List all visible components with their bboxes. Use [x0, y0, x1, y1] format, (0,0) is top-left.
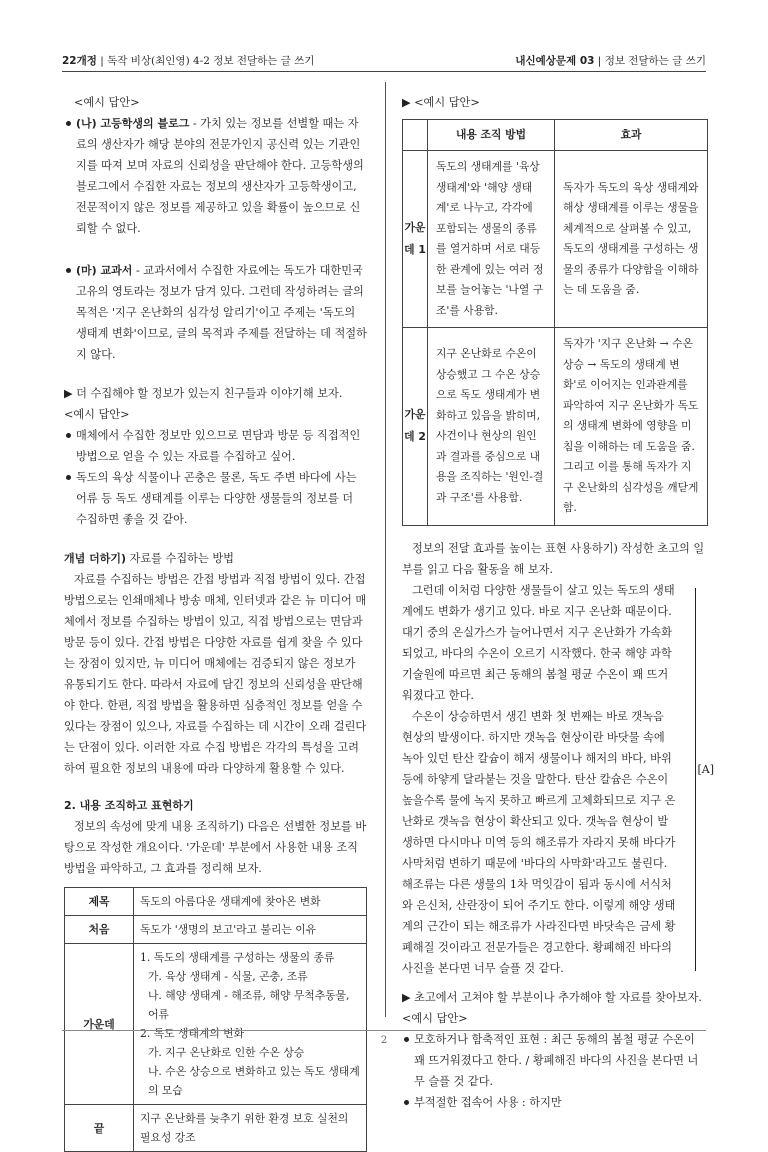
outline-line: 나. 해양 생태계 - 해조류, 해양 무척추동물, 어류 — [148, 989, 350, 1021]
question-prompt: 정보의 전달 효과를 높이는 표현 사용하기) 작성한 초고의 일부를 읽고 다음 활동을 해 보자. — [402, 541, 705, 576]
answer-bullet — [64, 113, 367, 239]
answer-bullet: 모호하거나 함축적인 표현 : 최근 동해의 봄철 평균 수온이 꽤 뜨거워졌다고 한다. / 황폐해진 바다의 사진을 본다면 너무 슬플 것 같다. — [402, 1029, 708, 1092]
outline-line: 가. 육상 생태계 - 식물, 곤충, 조류 — [148, 970, 308, 983]
example-answer-label: ▶ <예시 답안> — [402, 96, 480, 109]
passage-paragraph: 수온이 상승하면서 생긴 변화 첫 번째는 바로 갯녹음 현상의 발생이다. 하지만 갯녹음 현상이란 바닷물 속에 녹아 있던 탄산 칼슘이 해저 생물이나 해저의 바다, 바위 등에 하얗게 달라붙는 것을 말한다. 탄산 칼슘은 수온이 높을수록 물에 녹지 못하고 빠르게 고체화되므로 지구 온난화로 갯녹음 현상이 확산되고 있다. 갯녹음 현상이 발생하면 다시마나 미역 등의 해조류가 자라지 못해 바다가 사막처럼 변하기 때문에 '바다의 사막화'라고도 불린다. 해조류는 다른 생물의 1차 먹잇감이 됨과 동시에 서식처와 은신처, 산란장이 되어 주기도 한다. 이렇게 해양 생태계의 근간이 되는 해조류가 사라진다면 바닷속은 금세 황폐해질 것이라고 전문가들은 경고한다. 황폐해진 바다의 사진을 본다면 너무 슬플 것 같다. — [402, 709, 676, 975]
organization-table — [402, 119, 708, 526]
effect-cell: 독자가 독도의 육상 생태계와 해상 생태계를 이루는 생물을 체계적으로 살펴볼 수 있고, 독도의 생태계를 구성하는 생물의 종류가 다양함을 이해하는 데 도움을 줌. — [554, 151, 707, 328]
row-label: 가운데 2 — [403, 328, 428, 526]
answer-bullet: 매체에서 수집한 정보만 있으므로 면담과 방문 등 직접적인 방법으로 얻을 수 있는 자료를 수집하고 싶어. — [64, 425, 367, 467]
table-row — [65, 944, 367, 1105]
section-intro: 정보의 속성에 맞게 내용 조직하기) 다음은 선별한 정보를 바탕으로 작성한 개요이다. '가운데' 부분에서 사용한 내용 조직 방법을 파악하고, 그 효과를 정리해 보자. — [64, 820, 367, 875]
header-course: 독작 비상(최인영) 4-2 정보 전달하는 글 쓰기 — [107, 55, 315, 67]
passage-paragraph: 그런데 이처럼 다양한 생물들이 살고 있는 독도의 생태계에도 변화가 생기고 있다. 바로 지구 온난화 때문이다. 대기 중의 온실가스가 늘어나면서 지구 온난화가 가속화되었고, 바다의 수온이 오르기 시작했다. 한국 해양 과학 기술원에 따르면 최근 동해의 봄철 평균 수온이 꽤 뜨거워졌다고 한다. — [402, 583, 675, 702]
outline-header: 끝 — [65, 1105, 134, 1152]
table-row — [65, 916, 367, 944]
outline-header: 처음 — [65, 916, 134, 944]
outline-cell — [134, 944, 367, 1105]
bullet-text: - 가치 있는 정보를 선별할 때는 자료의 생산자가 해당 분야의 전문가인지 공신력 있는 기관인지를 따져 보며 자료의 신뢰성을 판단해야 한다. 고등학생의 블로그에서 수집한 자료는 정보의 생산자가 고등학생이고, 전문적이지 않은 정보를 제공하고 있을 확률이 높으므로 신뢰할 수 없다. — [76, 117, 364, 235]
example-answer-label: <예시 답안> — [74, 96, 140, 109]
table-row — [403, 328, 708, 526]
outline-header: 가운데 — [65, 944, 134, 1105]
example-answer-label: <예시 답안> — [64, 408, 130, 421]
example-answer-label: <예시 답안> — [402, 1011, 468, 1025]
right-column — [402, 92, 714, 1113]
column-divider — [385, 82, 386, 1017]
answer-bullet: 독도의 육상 식물이나 곤충은 물론, 독도 주변 바다에 사는 어류 등 독도 생태계를 이루는 다양한 생물들의 정보를 더 수집하면 좋을 것 같아. — [64, 467, 367, 530]
table-row — [65, 1105, 367, 1152]
table-row — [403, 151, 708, 328]
page-number: 2 — [380, 1035, 388, 1046]
bullet-title: (마) 교과서 — [76, 264, 133, 277]
outline-cell: 독도의 아름다운 생태계에 찾아온 변화 — [134, 888, 367, 916]
outline-cell: 지구 온난화를 늦추기 위한 환경 보호 실천의 필요성 강조 — [134, 1105, 367, 1152]
question-prompt: ▶ 초고에서 고쳐야 할 부분이나 추가해야 할 자료를 찾아보자. — [402, 990, 702, 1004]
header-right: 내신예상문제 03 | 정보 전달하는 글 쓰기 — [515, 55, 706, 67]
column-header: 내용 조직 방법 — [428, 120, 555, 151]
answer-bullet: 부적절한 접속어 사용 : 하지만 — [402, 1092, 708, 1113]
outline-table — [64, 887, 367, 1152]
concept-heading — [64, 548, 367, 569]
concept-body: 자료를 수집하는 방법은 간접 방법과 직접 방법이 있다. 간접 방법으로는 인쇄매체나 방송 매체, 인터넷과 같은 뉴 미디어 매체에서 정보를 수집하는 방법이 있고, 직접 방법으로는 면담과 방문 등이 있다. 간접 방법은 다양한 자료를 쉽게 찾을 수 있다는 장점이 있지만, 뉴 미디어 매체에는 검증되지 않은 정보가 유통되기도 한다. 따라서 자료에 담긴 정보의 신뢰성을 판단해야 한다. 한편, 직접 방법을 활용하면 심층적인 정보를 얻을 수 있다는 장점이 있으나, 자료를 수집하는 데 시간이 오래 걸린다는 단점이 있다. 이러한 자료 수집 방법은 각각의 특성을 고려하여 필요한 정보의 내용에 따라 다양하게 활용할 수 있다. — [64, 573, 367, 775]
concept-subtitle: 자료를 수집하는 방법 — [129, 552, 234, 565]
page-header — [62, 50, 706, 72]
header-edition: 22개정 — [62, 55, 97, 67]
outline-cell: 독도가 '생명의 보고'라고 불리는 이유 — [134, 916, 367, 944]
table-row — [403, 120, 708, 151]
row-label: 가운데 1 — [403, 151, 428, 328]
page-footer — [62, 1030, 706, 1046]
effect-cell: 독자가 '지구 온난화 → 수온 상승 → 독도의 생태계 변화'로 이어지는 인과관계를 파악하여 지구 온난화가 독도의 생태계 변화에 영향을 미침을 이해하는 데 도움을 줌. 그리고 이를 통해 독자가 지구 온난화의 심각성을 깨닫게 함. — [554, 328, 707, 526]
outline-header: 제목 — [65, 888, 134, 916]
outline-line: 1. 독도의 생태계를 구성하는 생물의 종류 — [140, 951, 335, 964]
bullet-title: (나) 고등학생의 블로그 — [76, 117, 190, 130]
draft-passage — [402, 580, 714, 979]
bracket-label: [A] — [697, 763, 714, 777]
section-title: 2. 내용 조직하고 표현하기 — [64, 799, 194, 812]
left-column — [64, 92, 367, 1152]
outline-line: 2. 독도 생태계의 변화 — [140, 1027, 245, 1040]
concept-title: 개념 더하기) — [64, 552, 126, 565]
answer-bullet — [64, 260, 367, 365]
column-header: 효과 — [554, 120, 707, 151]
outline-line: 나. 수온 상승으로 변화하고 있는 독도 생태계의 모습 — [148, 1065, 360, 1097]
passage-bracket — [695, 588, 696, 971]
header-exam-label: 내신예상문제 03 — [515, 55, 595, 67]
table-row — [65, 888, 367, 916]
bullet-text: - 교과서에서 수집한 자료에는 독도가 대한민국 고유의 영토라는 정보가 담겨 있다. 그런데 작성하려는 글의 목적은 '지구 온난화의 심각성 알리기'이고 주제는 '독도의 생태계 변화'이므로, 글의 목적과 주제를 전달하는 데 적절하지 않다. — [76, 264, 367, 361]
method-cell: 독도의 생태계를 '육상 생태계'와 '해양 생태계'로 나누고, 각각에 포함되는 생물의 종류를 열거하며 서로 대등한 관계에 있는 여러 정보를 늘어놓는 '나열 구조'를 사용함. — [428, 151, 555, 328]
outline-line: 가. 지구 온난화로 인한 수온 상승 — [148, 1046, 305, 1059]
method-cell: 지구 온난화로 수온이 상승했고 그 수온 상승으로 독도 생태계가 변화하고 있음을 밝히며, 사건이나 현상의 원인과 결과를 중심으로 내용을 조직하는 '원인-결과 구조'를 사용함. — [428, 328, 555, 526]
header-left: 22개정 | 독작 비상(최인영) 4-2 정보 전달하는 글 쓰기 — [62, 55, 315, 67]
question-prompt: ▶ 더 수집해야 할 정보가 있는지 친구들과 이야기해 보자. — [64, 387, 343, 400]
header-topic: 정보 전달하는 글 쓰기 — [604, 55, 706, 67]
